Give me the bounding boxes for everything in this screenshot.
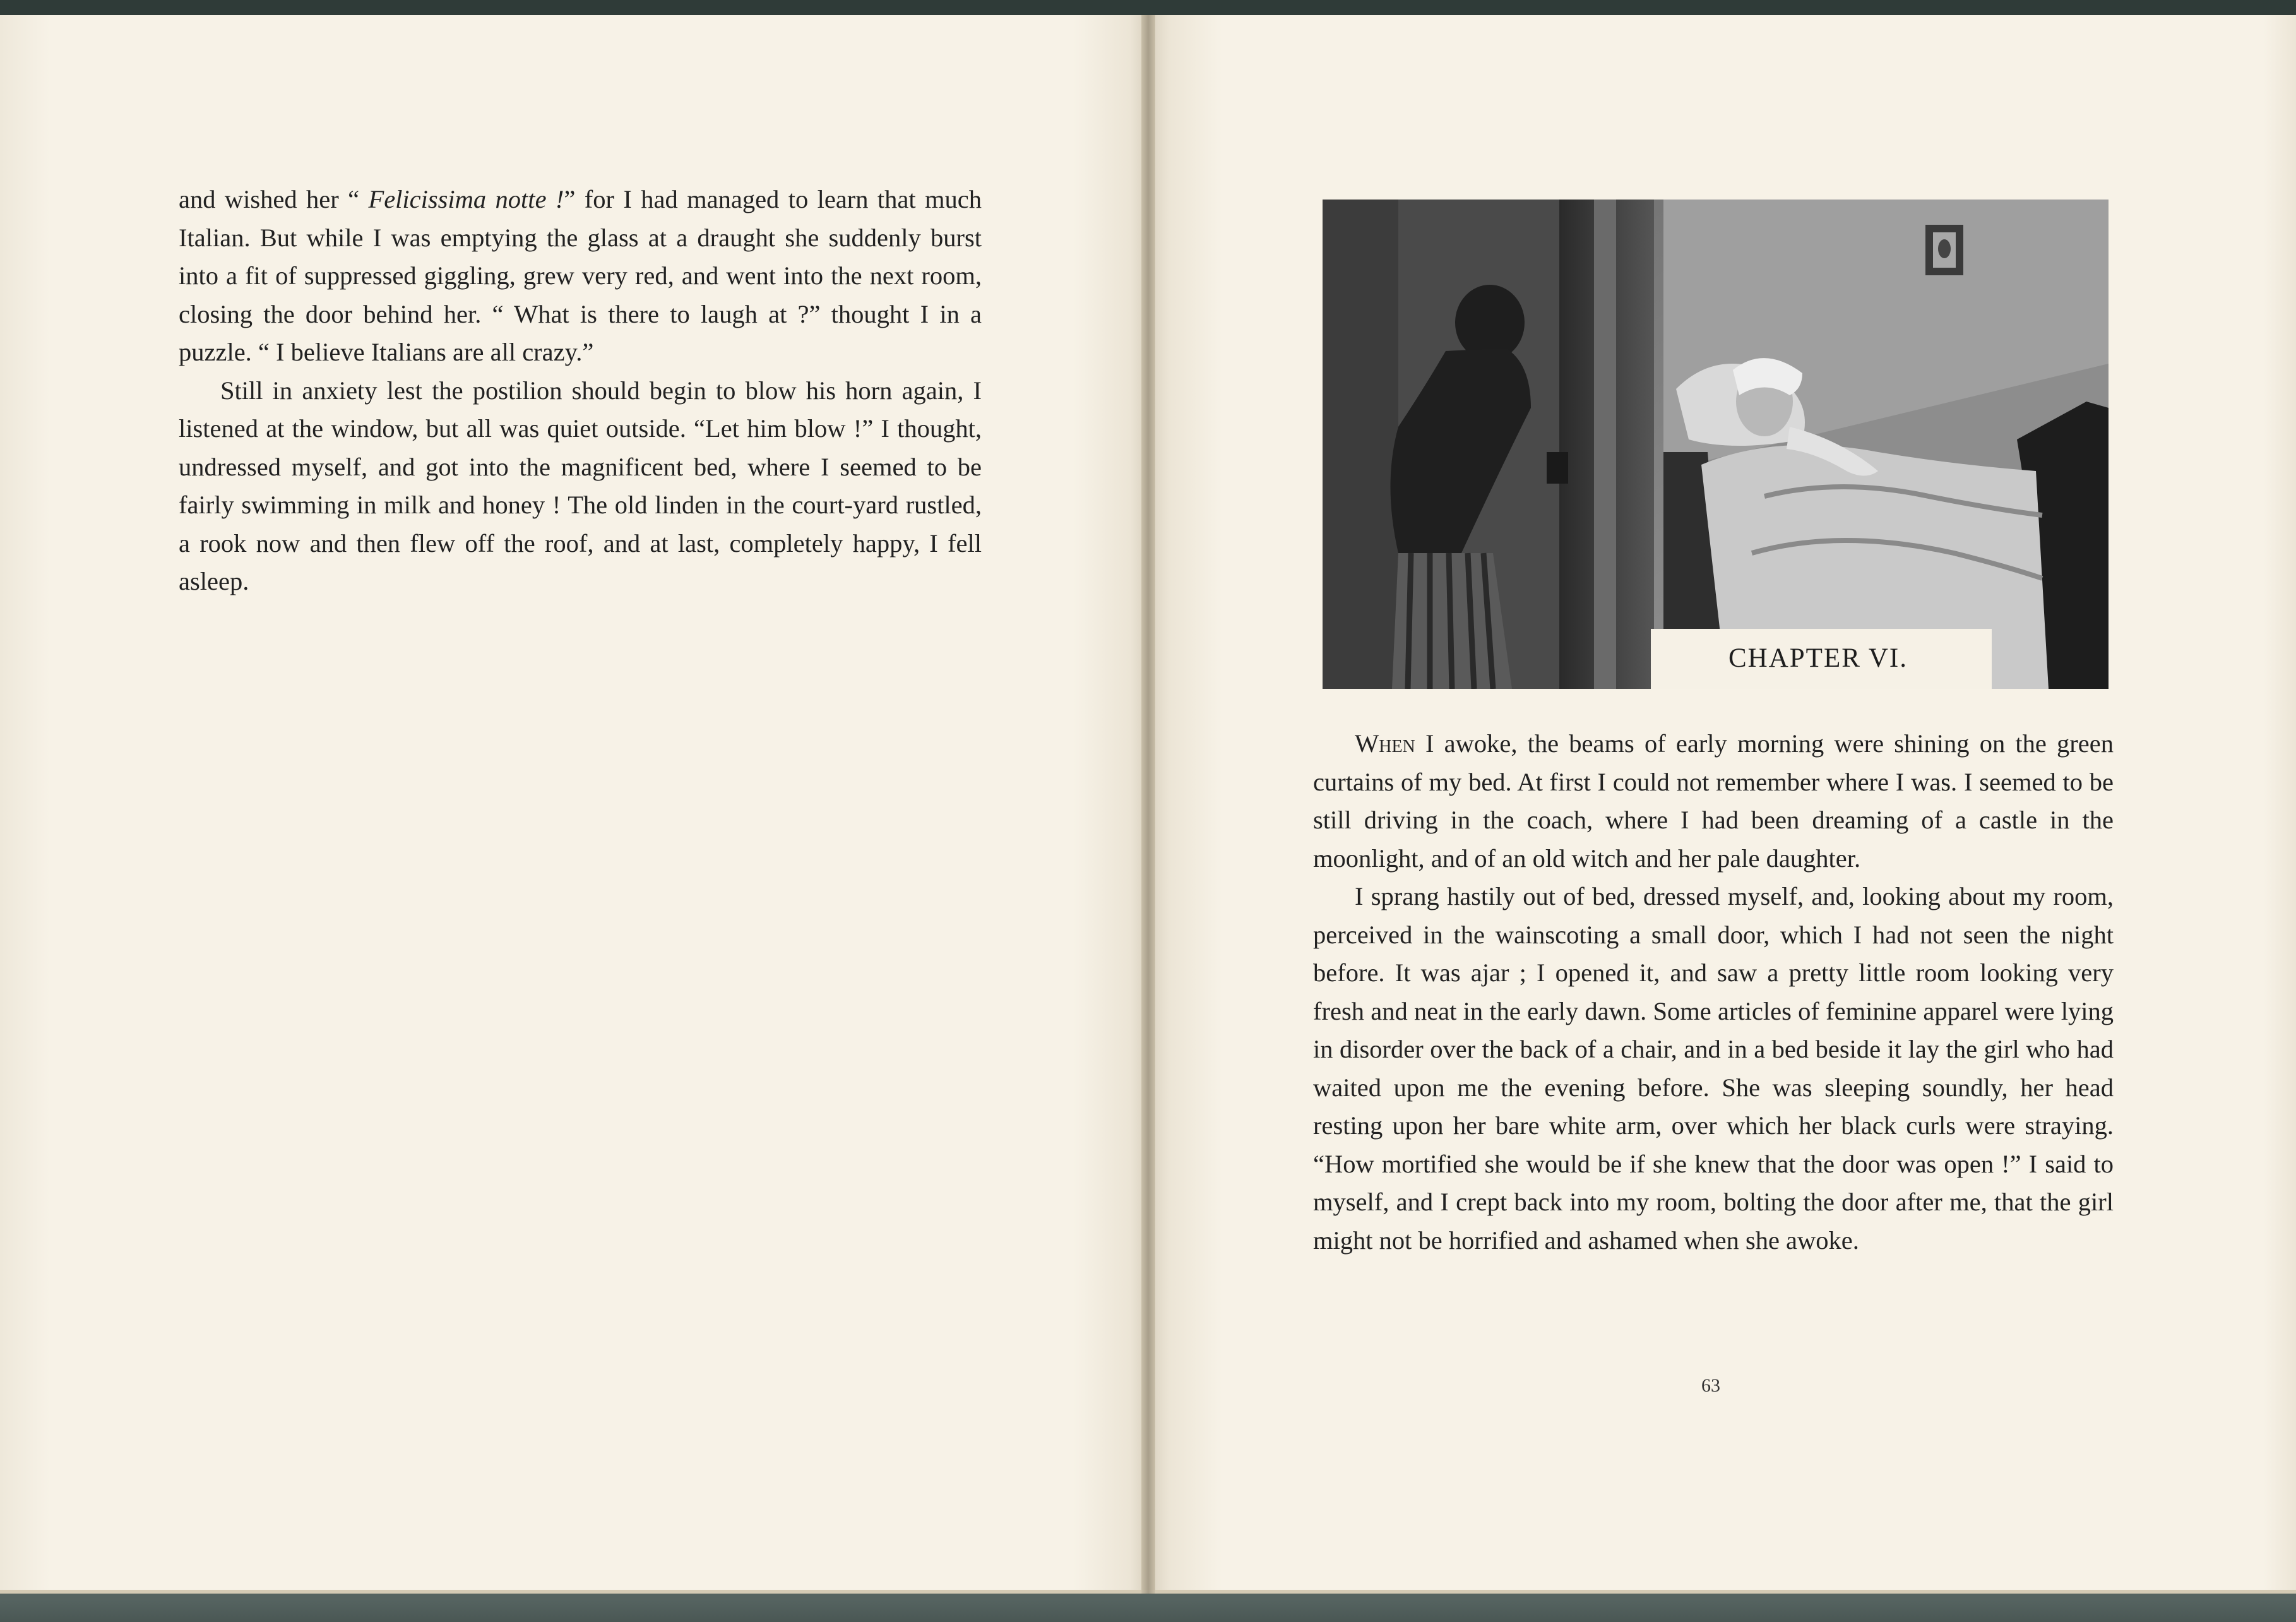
page-number: 63 — [1701, 1375, 1720, 1396]
left-paragraph-1-after: ” for I had managed to learn that much Italian. But while I was emptying the glass at a draught she suddenly burst into a fit of suppressed giggling, grew very red, and went into the next room, closing the door behind her. “ What is there to laugh at ?” thought I in a puzzle. “ I believe Italians are all crazy.” — [179, 185, 982, 366]
left-paragraph-1 — [179, 181, 982, 372]
book-gutter — [1141, 15, 1155, 1594]
engraving-man-peering-at-sleeping-girl-icon — [1323, 200, 2109, 689]
right-paragraph-1-lead: When — [1355, 729, 1415, 758]
left-page-text — [179, 181, 982, 601]
chapter-illustration — [1323, 200, 2109, 689]
right-paragraph-1 — [1313, 725, 2114, 878]
left-paragraph-1-before: and wished her “ — [179, 185, 369, 213]
left-paragraph-2: Still in anxiety lest the postilion should begin to blow his horn again, I listened at the window, but all was quiet outside. “Let him blow !” I thought, undressed myself, and got into the magnificent bed, where I seemed to be fairly swimming in milk and honey ! The old linden in the court-yard rustled, a rook now and then flew off the roof, and at last, completely happy, I fell asleep. — [179, 376, 982, 595]
right-page-text — [1313, 725, 2114, 1260]
right-paragraph-2: I sprang hastily out of bed, dressed myself, and, looking about my room, perceived in the wainscoting a small door, which I had not seen the night before. It was ajar ; I opened it, and saw a pretty little room looking very fresh and neat in the early dawn. Some articles of feminine apparel were lying in disorder over the back of a chair, and in a bed beside it lay the girl who had waited upon me the evening before. She was sleeping soundly, her head resting upon her bare white arm, over which her black curls were straying. “How mortified she would be if she knew that the door was open !” I said to myself, and I crept back into my room, bolting the door after me, that the girl might not be horrified and ashamed when she awoke. — [1313, 882, 2114, 1255]
chapter-heading: CHAPTER VI. — [1728, 643, 1908, 673]
right-paragraph-1-body: I awoke, the beams of early morning were shining on the green curtains of my bed. At first I could not remember where I was. I seemed to be still driving in the coach, where I had been dreaming of a castle in the moonlight, and of an old witch and her pale daughter. — [1313, 729, 2114, 873]
left-paragraph-1-italic: Felicissima notte ! — [368, 185, 564, 213]
